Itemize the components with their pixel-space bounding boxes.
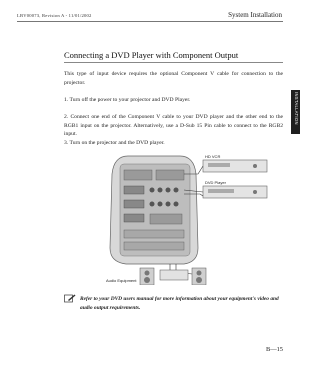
connection-diagram (100, 150, 270, 285)
section-title: System Installation (228, 11, 282, 19)
audio-equipment-label: Audio Equipment (106, 278, 137, 283)
hd-vcr-device (203, 160, 267, 172)
title-divider (64, 62, 283, 63)
header-divider (17, 21, 283, 22)
page-title: Connecting a DVD Player with Component Output (64, 50, 239, 60)
audio-equipment (140, 268, 206, 285)
projector-panel (110, 156, 198, 264)
dvd-player-device (203, 186, 267, 198)
step-2: 2. Connect one end of the Component V cable to your DVD player and the other end to the RGB1 input on the projector. Alternatively, use a D-Sub 15 Pin cable to connect to the RGB2 input. (64, 114, 283, 138)
intro-paragraph: This type of input device requires the optional Component V cable for connection to the projector. (64, 71, 283, 86)
step-1: 1. Turn off the power to your projector and DVD Player. (64, 97, 191, 103)
document-id: LBV00073, Revision A - 11/01/2002 (17, 13, 92, 18)
side-tab (291, 90, 300, 134)
step-3: 3. Turn on the projector and the DVD player. (64, 140, 165, 146)
hd-vcr-label: HD VCR (205, 154, 221, 159)
page-number: B—15 (265, 346, 283, 353)
dvd-player-label: DVD Player (205, 180, 226, 185)
note-pencil-icon (64, 294, 76, 303)
note-text: Refer to your DVD users manual for more information about your equipment's video and audio output requirements. (80, 296, 279, 311)
side-tab-label: INSTALLATION (294, 92, 299, 125)
